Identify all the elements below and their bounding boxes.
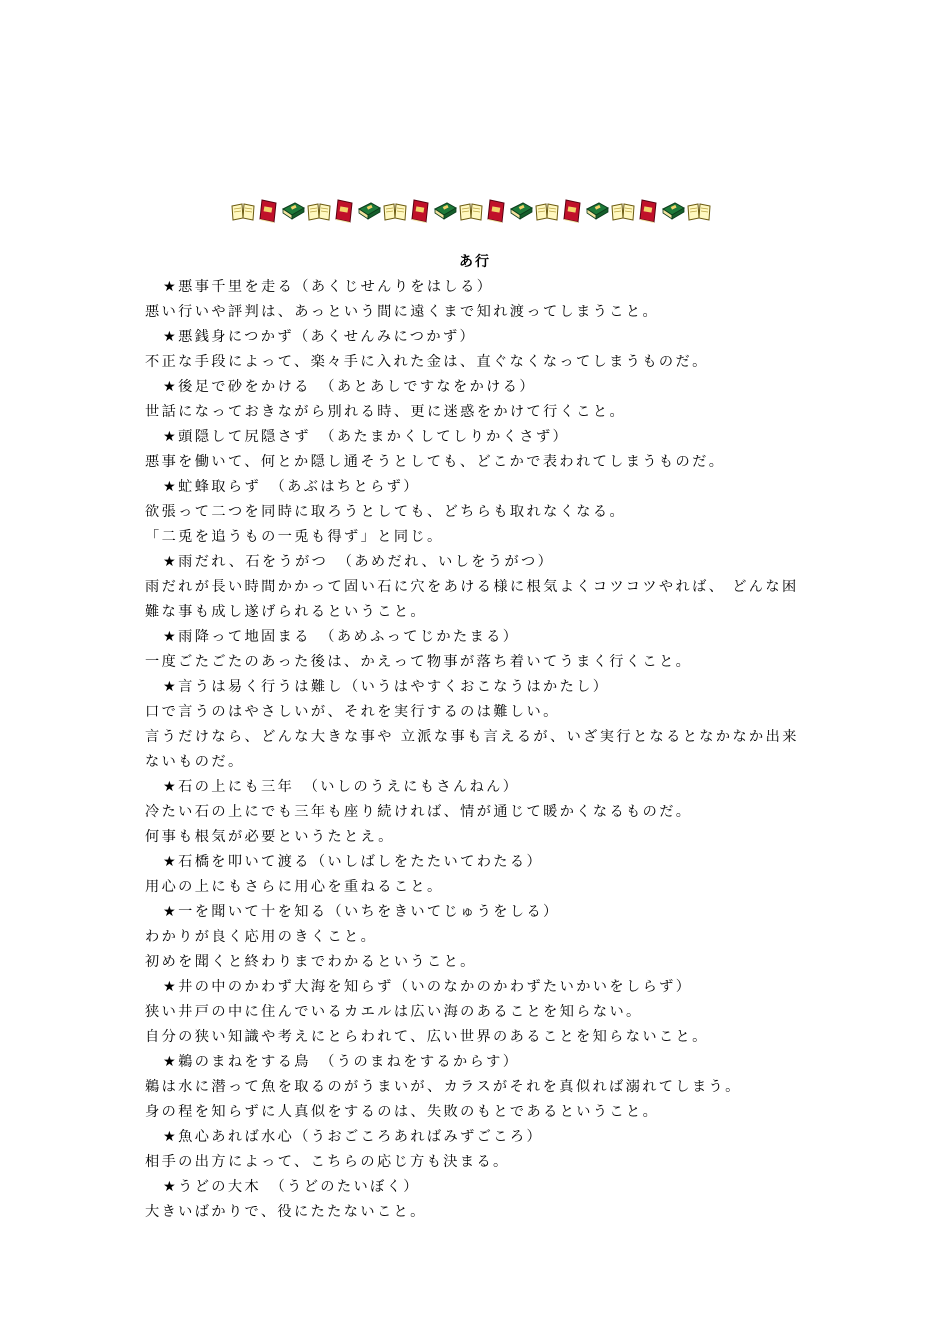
proverb-title: ★雨だれ、石をうがつ （あめだれ、いしをうがつ） <box>163 554 555 570</box>
proverb-title: ★石の上にも三年 （いしのうえにもさんねん） <box>163 779 520 795</box>
proverb-explanation: 何事も根気が必要というたとえ。 <box>145 829 395 845</box>
green-book-icon <box>584 200 610 222</box>
open-book-icon <box>230 200 256 222</box>
proverb-explanation: 初めを聞くと終わりまでわかるということ。 <box>145 954 477 970</box>
proverb-explanation: 欲張って二つを同時に取ろうとしても、どちらも取れなくなる。 <box>145 504 627 520</box>
proverb-title: ★悪事千里を走る（あくじせんりをはしる） <box>163 279 494 295</box>
green-book-icon <box>280 200 306 222</box>
proverb-explanation: 狭い井戸の中に住んでいるカエルは広い海のあることを知らない。 <box>145 1004 643 1020</box>
proverb-explanation: わかりが良く応用のきくこと。 <box>145 929 378 945</box>
proverb-explanation: 不正な手段によって、楽々手に入れた金は、直ぐなくなってしまうものだ。 <box>145 354 709 370</box>
green-book-icon <box>356 200 382 222</box>
proverb-explanation: 悪事を働いて、何とか隠し通そうとしても、どこかで表われてしまうものだ。 <box>145 454 726 470</box>
proverb-explanation: 鵜は水に潜って魚を取るのがうまいが、カラスがそれを真似れば溺れてしまう。 <box>145 1079 742 1095</box>
proverb-title: ★魚心あれば水心（うおごころあればみずごころ） <box>163 1129 544 1145</box>
section-heading: あ行 <box>459 254 491 270</box>
proverb-title: ★雨降って地固まる （あめふってじかたまる） <box>163 629 520 645</box>
proverb-list <box>145 275 825 1225</box>
book-border-decoration <box>230 197 722 225</box>
red-book-icon <box>332 198 356 224</box>
proverb-title: ★一を聞いて十を知る（いちをきいてじゅうをしる） <box>163 904 560 920</box>
proverb-title: ★井の中のかわず大海を知らず（いのなかのかわずたいかいをしらず） <box>163 979 693 995</box>
proverb-explanation: 一度ごたごたのあった後は、かえって物事が落ち着いてうまく行くこと。 <box>145 654 693 670</box>
proverb-title: ★石橋を叩いて渡る（いしばしをたたいてわたる） <box>163 854 544 870</box>
proverb-explanation: 用心の上にもさらに用心を重ねること。 <box>145 879 444 895</box>
open-book-icon <box>610 200 636 222</box>
red-book-icon <box>560 198 584 224</box>
proverb-explanation: 「二兎を追うもの一兎も得ず」と同じ。 <box>145 529 444 545</box>
proverb-explanation: 難な事も成し遂げられるということ。 <box>145 604 427 620</box>
proverb-title: ★悪銭身につかず（あくせんみにつかず） <box>163 329 477 345</box>
proverb-title: ★虻蜂取らず （あぶはちとらず） <box>163 479 420 495</box>
proverb-explanation: 雨だれが長い時間かかって固い石に穴をあける様に根気よくコツコツやれば、 どんな困 <box>145 579 799 595</box>
green-book-icon <box>660 200 686 222</box>
proverb-explanation: ないものだ。 <box>145 754 245 770</box>
open-book-icon <box>534 200 560 222</box>
proverb-explanation: 冷たい石の上にでも三年も座り続ければ、情が通じて暖かくなるものだ。 <box>145 804 693 820</box>
proverb-title: ★頭隠して尻隠さず （あたまかくしてしりかくさず） <box>163 429 570 445</box>
open-book-icon <box>458 200 484 222</box>
proverb-title: ★言うは易く行うは難し（いうはやすくおこなうはかたし） <box>163 679 610 695</box>
green-book-icon <box>508 200 534 222</box>
proverb-explanation: 世話になっておきながら別れる時、更に迷惑をかけて行くこと。 <box>145 404 627 420</box>
proverb-explanation: 口で言うのはやさしいが、それを実行するのは難しい。 <box>145 704 560 720</box>
green-book-icon <box>432 200 458 222</box>
proverb-explanation: 自分の狭い知識や考えにとらわれて、広い世界のあることを知らないこと。 <box>145 1029 709 1045</box>
proverb-explanation: 身の程を知らずに人真似をするのは、失敗のもとであるということ。 <box>145 1104 660 1120</box>
proverb-explanation: 悪い行いや評判は、あっという間に遠くまで知れ渡ってしまうこと。 <box>145 304 660 320</box>
red-book-icon <box>636 198 660 224</box>
open-book-icon <box>686 200 712 222</box>
proverb-title: ★鵜のまねをする鳥 （うのまねをするからす） <box>163 1054 520 1070</box>
red-book-icon <box>408 198 432 224</box>
proverb-title: ★うどの大木 （うどのたいぼく） <box>163 1179 420 1195</box>
red-book-icon <box>256 198 280 224</box>
open-book-icon <box>306 200 332 222</box>
proverb-explanation: 大きいばかりで、役にたたないこと。 <box>145 1204 427 1220</box>
open-book-icon <box>382 200 408 222</box>
proverb-explanation: 相手の出方によって、こちらの応じ方も決まる。 <box>145 1154 510 1170</box>
proverb-explanation: 言うだけなら、どんな大きな事や 立派な事も言えるが、いざ実行となるとなかなか出来 <box>145 729 799 745</box>
proverb-title: ★後足で砂をかける （あとあしですなをかける） <box>163 379 536 395</box>
red-book-icon <box>484 198 508 224</box>
